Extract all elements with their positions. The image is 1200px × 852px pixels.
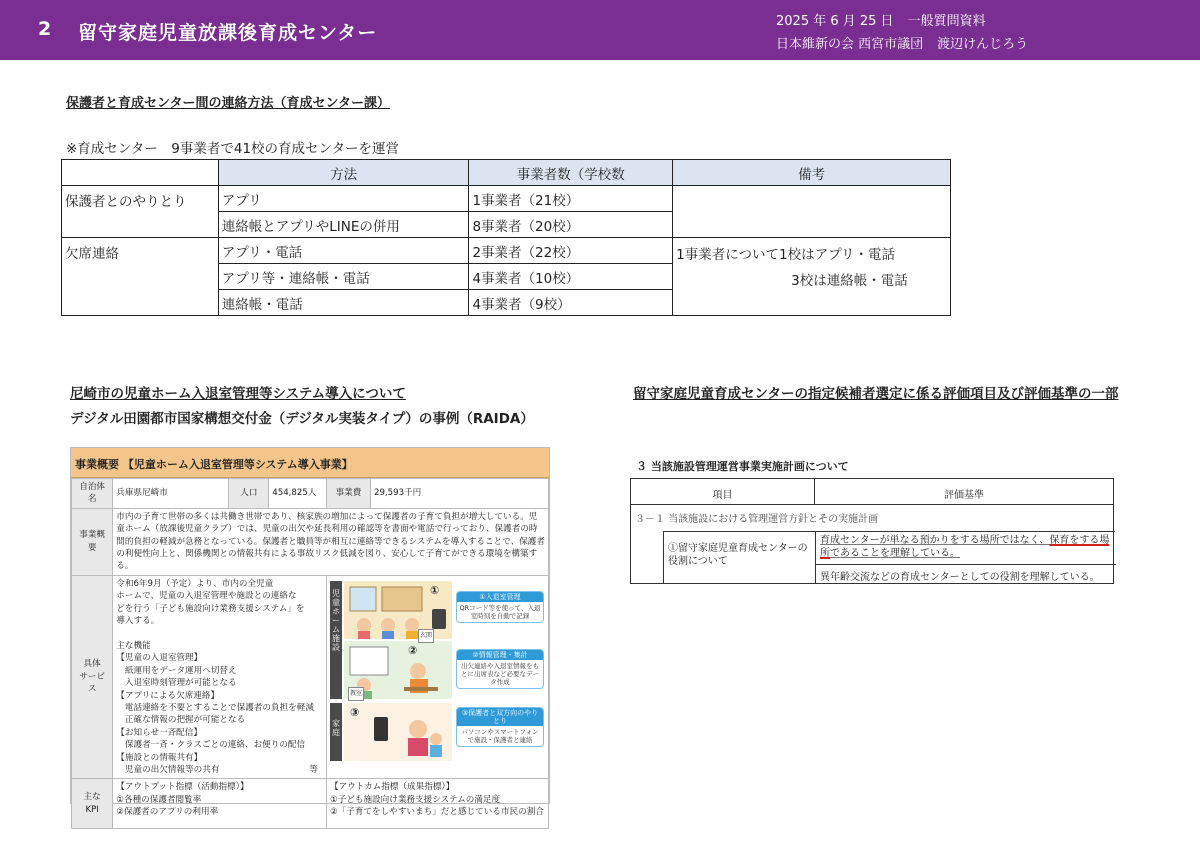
classroom-tag: 教室 xyxy=(348,687,364,701)
service-illustration xyxy=(330,579,545,764)
home-label: 家庭 xyxy=(330,703,342,761)
party-text: 日本維新の会 西宮市議団 xyxy=(776,37,924,52)
service-line: 紙運用をデータ運用へ切替え xyxy=(116,665,237,676)
column-header-remark: 備考 xyxy=(673,160,951,186)
step-number: ③ xyxy=(349,705,360,719)
population-label: 人口 xyxy=(229,479,269,509)
kpi-output-line: 【アウトプット指標（活動指標）】 xyxy=(116,782,249,793)
column-header-method: 方法 xyxy=(218,160,469,186)
municipality-label: 自治体名 xyxy=(72,479,113,509)
count-cell: 4事業者（9校） xyxy=(469,290,673,316)
evaluation-inner-row xyxy=(663,531,1115,583)
count-cell: 2事業者（22校） xyxy=(469,238,673,264)
count-cell: 8事業者（20校） xyxy=(469,212,673,238)
kpi-outcome-line: 【アウトカム指標（成果指標）】 xyxy=(329,782,455,793)
kpi-output-line: ①各種の保護者閲覧率 xyxy=(116,794,202,805)
feature-bubble-title: ③保護者と双方向のやりとり xyxy=(457,708,543,726)
kpi-outcome-line: ②「子育てをしやすいまち」だと感じている市民の割合 xyxy=(329,807,544,818)
evaluation-item: ①留守家庭児童育成センターの役割について xyxy=(668,543,808,567)
category-cell: 欠席連絡 xyxy=(62,238,219,316)
service-line: 電話連絡を不要とすることで保護者の負担を軽減 xyxy=(116,702,314,713)
section-number: 2 xyxy=(38,18,52,40)
overview-label: 事業概要 xyxy=(72,508,113,575)
table-header-row xyxy=(62,160,951,186)
method-cell: アプリ等・連絡帳・電話 xyxy=(218,264,469,290)
criteria-header: 評価基準 xyxy=(944,490,984,501)
method-cell: 連絡帳とアプリやLINEの併用 xyxy=(218,212,469,238)
kpi-output-cell xyxy=(113,779,327,829)
service-line: ホームで、児童の入退室管理や施設との連絡な xyxy=(116,591,297,602)
category-cell: 保護者とのやりとり xyxy=(62,186,219,238)
table-row xyxy=(62,238,951,264)
service-line: 保護者一斉・クラスごとの連絡、お便りの配信 xyxy=(116,740,306,751)
cost-label: 事業費 xyxy=(326,479,370,509)
home-scene-icon xyxy=(344,703,452,761)
feature-bubble xyxy=(456,707,544,747)
doc-type-text: 一般質問資料 xyxy=(907,14,986,29)
service-line: 【施設との情報共有】 xyxy=(116,752,203,763)
header-empty-cell xyxy=(62,160,219,186)
method-cell: 連絡帳・電話 xyxy=(218,290,469,316)
service-line: 主な機能 xyxy=(116,640,151,651)
kpi-label: 主な KPI xyxy=(72,779,113,829)
page-title: 留守家庭児童放課後育成センター xyxy=(78,22,378,44)
service-line xyxy=(116,627,323,639)
service-line: 正確な情報の把握が可能となる xyxy=(116,715,246,726)
section1-note: ※育成センター 9事業者で41校の育成センターを運営 xyxy=(66,141,399,157)
kpi-output-line: ②保護者のアプリの利用率 xyxy=(116,807,219,818)
step-number: ② xyxy=(407,643,418,657)
facility-label: 児童ホーム施設 xyxy=(330,581,342,699)
case-info-row xyxy=(72,479,549,509)
section3-subtitle: ３ 当該施設管理運営事業実施計画について xyxy=(636,460,849,473)
section3-title: 留守家庭児童育成センターの指定候補者選定に係る評価項目及び評価基準の一部 xyxy=(633,386,1119,402)
overview-text: 市内の子育て世帯の多くは共働き世帯であり、核家族の増加によって保護者の子育て負担が増大している。児童ホーム（放課後児童クラブ）では、児童の出欠や延長利用の確認等を書面や電話で行っており、保護者の時間的負担の軽減が急務となっている。保護者と職員等が相互に連絡等できるシステムを導入することで、保護者の利便性向上と、関係機関との情報共有による事故リスク低減を図り、安心して子育てができる環境を構築する。 xyxy=(113,508,549,575)
case-study-band: 事業概要 【児童ホーム入退室管理等システム導入事業】 xyxy=(71,448,549,478)
kpi-outcome-line: ①子ども施設向け業務支援システムの満足度 xyxy=(329,794,501,805)
case-study-panel xyxy=(70,447,550,818)
criteria-line-2: 異年齢交流などの育成センターとしての役割を理解している。 xyxy=(820,572,1100,583)
municipality-value: 兵庫県尼崎市 xyxy=(113,479,229,509)
column-header-count: 事業者数（学校数 xyxy=(469,160,673,186)
method-cell: アプリ xyxy=(218,186,469,212)
case-study-table xyxy=(71,478,549,829)
service-line: 導入する。 xyxy=(116,616,160,627)
count-cell: 4事業者（10校） xyxy=(469,264,673,290)
service-line: どを行う「子ども施設向け業務支援システム」を xyxy=(116,603,305,614)
evaluation-table xyxy=(630,478,1114,584)
criteria-text: 育成センターが単なる預かりをする場所ではなく、 xyxy=(820,535,1050,546)
service-row xyxy=(72,575,549,779)
service-line: 入退室時刻管理が可能となる xyxy=(116,678,237,689)
section1-title: 保護者と育成センター間の連絡方法（育成センター課） xyxy=(66,96,390,111)
section2-subtitle: デジタル田園都市国家構想交付金（デジタル実装タイプ）の事例（RAIDA） xyxy=(70,411,534,427)
overview-row xyxy=(72,508,549,575)
criteria-text: であることを理解している。 xyxy=(830,548,960,559)
remark-cell xyxy=(673,238,951,316)
count-cell: 1事業者（21校） xyxy=(469,186,673,212)
table-row xyxy=(62,186,951,212)
section2-title: 尼崎市の児童ホーム入退室管理等システム導入について xyxy=(70,386,406,402)
criteria-line-1 xyxy=(820,534,1110,560)
home-scene-illustration xyxy=(344,703,452,761)
remark-cell-empty xyxy=(673,186,951,238)
service-illustration-cell xyxy=(326,575,548,779)
kpi-outcome-cell xyxy=(326,779,548,829)
evaluation-header xyxy=(631,479,1113,505)
service-line: 【児童の入退室管理】 xyxy=(116,653,203,664)
feature-bubble-title: ②情報管理・集計 xyxy=(457,650,543,660)
feature-bubble xyxy=(456,591,544,623)
service-line: 令和6年9月（予定）より、市内の全児童 xyxy=(116,578,274,589)
header-band xyxy=(0,0,1200,60)
remark-line: 1事業者について1校はアプリ・電話 xyxy=(676,247,896,263)
inner-separator xyxy=(815,564,1116,565)
kpi-row xyxy=(72,779,549,829)
service-lines xyxy=(116,578,323,777)
feature-bubble-body: QRコード等を使って、入退室時刻を自動で記録 xyxy=(459,603,541,620)
remark-line: 3校は連絡帳・電話 xyxy=(791,273,908,289)
header-meta-author xyxy=(776,33,1042,52)
header-meta-date xyxy=(776,10,1000,29)
service-line: 【お知らせ一斉配信】 xyxy=(116,727,202,738)
criteria-highlight: 保育をする場 xyxy=(1049,535,1110,546)
entrance-tag: 玄関 xyxy=(418,629,434,643)
service-line: 【アプリによる欠席連絡】 xyxy=(116,690,220,701)
contact-method-table xyxy=(61,159,951,316)
feature-bubble-title: ①入退室管理 xyxy=(457,592,543,602)
cost-value: 29,593千円 xyxy=(371,479,549,509)
service-text xyxy=(113,575,327,779)
criteria-highlight: 所 xyxy=(820,548,830,559)
service-line: 児童の出欠情報等の共有 xyxy=(116,764,220,775)
date-text: 2025 年 6 月 25 日 xyxy=(776,14,894,29)
population-value: 454,825人 xyxy=(269,479,327,509)
service-etc: 等 xyxy=(309,764,318,775)
inner-divider xyxy=(815,532,816,584)
member-text: 渡辺けんじろう xyxy=(937,37,1029,52)
method-cell: アプリ・電話 xyxy=(218,238,469,264)
feature-bubble-body: パソコンやスマートフォンで施設・保護者と連絡 xyxy=(461,727,539,744)
feature-bubble xyxy=(456,649,544,689)
policy-row-heading: ３－１ 当該施設における管理運営方針とその実施計画 xyxy=(635,514,879,525)
item-header: 項目 xyxy=(712,490,733,501)
service-label: 具体 サービス xyxy=(72,575,113,779)
feature-bubble-body: 出欠連絡や入退室情報をもとに出席表など必要なデータ作成 xyxy=(460,661,539,686)
step-number: ① xyxy=(429,583,440,597)
